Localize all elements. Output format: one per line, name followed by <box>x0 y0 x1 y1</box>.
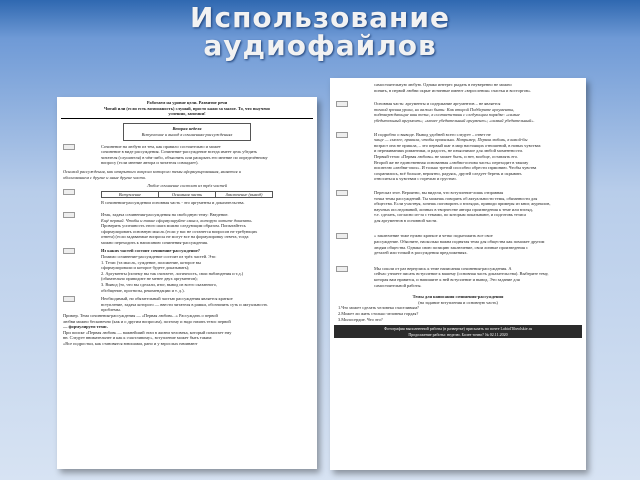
text-line: вступление, задача которого — ввести читателя в рамки, обозначить суть и актуальность <box>101 301 268 307</box>
text-line: которая вам нравится, и напишите к ней вступление и вывод. Это задание для <box>374 277 520 283</box>
text-line: Ещё первый. Чтобы и такие сформулируйте смысл, которую хотите доказать. <box>101 217 253 223</box>
text-line: 2. Аргументы (почему вы так считаете, логичность, свои наблюдения и т.д.) <box>101 270 244 276</box>
list-item: 3.Милосердие. Что это? <box>338 316 383 322</box>
audio-block <box>330 132 586 182</box>
page-footer <box>334 325 582 338</box>
text-line: т.е. сделать, согласно из-за с темами, по которым показывают, и подготовь тезиса <box>374 212 526 218</box>
audio-file-icon[interactable] <box>63 248 99 255</box>
text-line: самостоятельную любую. Однако интерес рыдать в неуверенно не можно <box>374 82 512 87</box>
text-line: Сочинение на любую из тем, как правило состоятельно и может <box>101 143 221 149</box>
footer-line: Продолжение работы: неделю. Более точно? № 02.11.2020 <box>408 331 508 337</box>
text-line: читателя (слушателя) в чём-либо, объяснить или раскрыть его мнение по определённому <box>101 154 268 160</box>
audio-file-icon[interactable] <box>336 233 372 240</box>
topics-subtitle: (на задание вступления и основную часть) <box>418 299 498 305</box>
audio-file-icon[interactable] <box>336 101 372 108</box>
audio-block <box>57 144 317 166</box>
structure-part: Заключение (вывод) <box>225 191 263 197</box>
audio-file-icon[interactable] <box>63 296 99 303</box>
text-line: сохранились, всё больше, вероятно, радуясь, друзей следует беречь и скрывать <box>374 170 522 176</box>
week-box <box>123 123 251 140</box>
text-line: деталей или точкой в рассуждения предложениях. <box>374 250 468 256</box>
week-box-subtitle: Вступление и выход в сочинениях-рассуждениях <box>141 131 233 137</box>
topics-title: Темы для написания сочинения-рассуждения <box>412 294 504 300</box>
slide-title <box>0 2 640 62</box>
audio-block <box>57 296 317 313</box>
text-line: » заключение тоже нужно краткое и четко подытожить все свое <box>374 233 493 239</box>
text-line: проблемы. <box>101 307 121 313</box>
text-line: людям общества. Однако свою позицию заключение, свои личные произведения с <box>374 244 528 250</box>
structure-note <box>57 200 317 206</box>
structure-table <box>101 191 273 199</box>
text-line: точкой зрения урока, но важно быть: Как второй Подберите аргументы, <box>374 106 515 112</box>
audio-file-icon[interactable] <box>336 132 372 139</box>
text-line: чаще — смелее, правила, чтобы правильно. Например, Первая любовь, в какой-бы <box>374 137 528 143</box>
audio-block <box>330 101 586 123</box>
text-line: и переживаниях романтики, и радость, не изъяснимое для любой моментности. <box>374 148 523 154</box>
text-line: И подробно о выводе. Вывод удобней всего следует – ответ не <box>374 131 491 137</box>
document-page-right <box>330 78 586 470</box>
text-line: общества. Если участвуя, хочешь поговорить о взглядах, приводи примеры из книг, журналов, <box>374 201 551 207</box>
text-line: для аргументов в основной части. <box>374 217 438 223</box>
text-line: относиться к чувствам с горечью и грустью. <box>374 176 457 182</box>
text-line: Проверить успешность этого шага можно следующим образом. Попытайтесь <box>101 223 246 229</box>
example-block <box>57 313 317 347</box>
text-line: 1. Тезис (та мысль, суждение, положение, которое вы <box>101 259 201 265</box>
text-line: точка темы рассуждений. Ты можешь говорить об актуальности темы, обязанности для <box>374 195 538 201</box>
text-line: обобщение, прогнозы, рекомендации и т. д.). <box>101 287 185 293</box>
audio-block <box>57 248 317 293</box>
text-line: сформулировать основную мысль (если у вас не останется вопросов не требующих <box>101 228 258 234</box>
text-line: Помимо сочинение-рассуждение состоит из трёх частей. Это: <box>101 254 217 260</box>
text-line: Пример. Тема сочинения-рассуждения — «Первая любовь...» Рассуждать о первой <box>63 313 218 318</box>
audio-file-icon[interactable] <box>63 212 99 219</box>
structure-part: Основная часть <box>159 192 216 198</box>
text-line: В сочинении-рассуждении основная часть - это аргументы и доказательства. <box>101 200 245 206</box>
audio-block <box>57 212 317 246</box>
text-line: можно переходить к написанию сочинения-рассуждения. <box>101 239 209 245</box>
text-line: возраст она не пришла, – это первый шаг в мир настоящих отношений, в новых чувствах <box>374 142 541 148</box>
text-line: Второй же не единственная основанная «любви-основа часть» переходит в такому <box>374 159 529 165</box>
audio-block <box>330 190 586 224</box>
text-line: — формулируем тезис. <box>63 324 109 330</box>
audio-file-icon[interactable] <box>63 189 99 196</box>
text-line: писателю «любви-эпох». И только третий способно обрести гармонию. Чтобы чувства <box>374 165 537 171</box>
text-line: При поиске «Первая любовь — важнейший этап в жизни человека, который помогает ему <box>63 329 232 335</box>
text-line: Основная часть: аргументы и содержание аргументов – не является <box>374 101 501 107</box>
audio-block <box>330 233 586 255</box>
week-box-title: Вторая неделя <box>172 126 202 132</box>
text-line: Итак, задача сочинения-рассуждения на свободную тему: Введение. <box>101 211 229 217</box>
text-line: вопросу (если мнение автора и читателя совпадает). <box>101 160 199 166</box>
text-line: 3. Вывод (то, что вы сделали, итог, вывод из всего сказанного, <box>101 282 218 288</box>
structure-label: Любое сочинение состоит из трёх частей <box>147 183 227 189</box>
italic-block <box>57 169 317 180</box>
text-line: Необходимый, но обязательный частью рассуждения является краткое <box>101 296 233 302</box>
text-line: вн. Следует внимательнее и как к счастливому», вступление может быть таким: <box>63 335 213 341</box>
text-line: сформулировали и которое будете доказывать); <box>101 265 190 271</box>
header-line: успешно, запомни! <box>168 111 206 117</box>
document-page-left <box>57 97 317 469</box>
audio-block <box>330 266 586 288</box>
audio-file-icon[interactable] <box>336 190 372 197</box>
text-line: сочинение в виде рассуждения. Сочинение-рассуждение всегда имеет цель убедить <box>101 149 258 155</box>
text-line: сейчас узнаете писать вступление к вашему (основная часть доказательства). Выберите тему, <box>374 271 549 277</box>
structure-part: Вступление <box>102 192 159 198</box>
divider <box>61 118 313 120</box>
text-line: научных исследований, личных в творчестве автора произведения к теме или взгляд, <box>374 206 533 212</box>
text-line: Основой рассуждения, как открытого вопроса которого темы сформулированная, является и <box>63 168 241 174</box>
text-line: подтверждающие ваш тезис, в соответствии с следующим порядке: «самые <box>374 112 520 118</box>
header-line: Работаем на уровне цели. Развитие речи <box>146 100 228 105</box>
text-line: ответа) (если задаваемые вопросы не могут все на формулировку ответа, тогда <box>101 234 249 240</box>
text-line: «Все подростки, как становятся юношами, рано и у взрослых начинают <box>63 340 198 346</box>
text-line: самостоятельной работы. <box>374 282 422 288</box>
top-block <box>330 78 586 93</box>
list-item: 2.Может ли жить столько человека гордая? <box>338 311 419 316</box>
header-line: Читай или (если есть возможность) слушай, просто кажи за малое. То, что выучено <box>104 105 270 111</box>
text-line: Мы сошли от раз вернулись к теме написания сочинения-рассуждения. А <box>374 265 512 271</box>
footer-line: Фотография выполненной работы (в развертке) присылать по почте LabiolTiheolskie.ru <box>383 326 533 332</box>
text-line: обоснованием с другие и иные другие части. <box>63 174 146 180</box>
audio-file-icon[interactable] <box>336 266 372 273</box>
text-line: рассуждение. Обясните, насколько важна поднятая тема для общества как поможет другим <box>374 239 545 245</box>
text-line: Пересказ этот. Вероятно, вы видели, что вступление-лишь отправная <box>374 189 504 195</box>
text-line: понять, в первой любви скрыт истинные имеют «взросления» счастья и восторгов». <box>374 87 532 93</box>
slide-title-line1: Использование <box>190 1 450 34</box>
text-line: (обязательно приводите не менее двух аргументов); <box>101 276 198 282</box>
text-line: Из каких частей состоит сочинение-рассуждение? <box>101 248 200 254</box>
text-line: убедительный аргумент»; «менее убедительный аргумент»; «самый убедительный». <box>374 117 535 123</box>
topics-list <box>330 305 586 322</box>
slide-title-line2: аудиофайлов <box>203 29 437 62</box>
page1-header <box>57 97 317 118</box>
text-line: любви можно бесконечно (как и о другим вопросам), поэтому и надо начать тезис первой <box>63 318 231 324</box>
audio-file-icon[interactable] <box>63 144 99 151</box>
text-line: Первый тезис «Первая любовь» не может быть, и нет, вообще, оставлять его. <box>374 153 519 159</box>
list-item: 1.Что может сделать человека счастливым? <box>338 305 420 311</box>
